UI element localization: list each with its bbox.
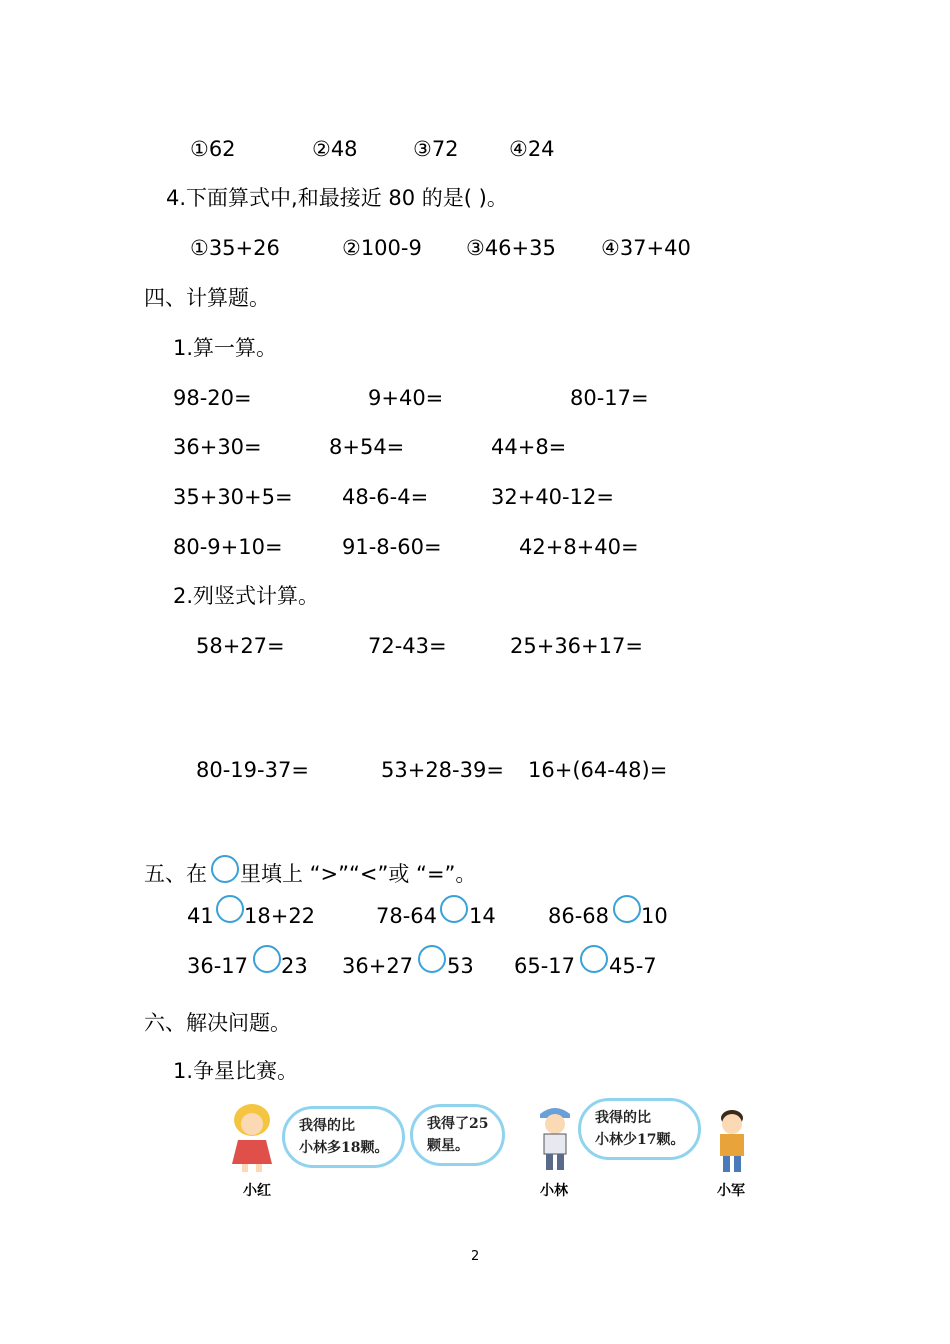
expression: 9+40= — [368, 386, 444, 410]
compare-left: 41 — [187, 904, 214, 928]
expression: 48-6-4= — [342, 485, 429, 509]
compare-left: 36+27 — [342, 954, 414, 978]
compare-right: 14 — [469, 904, 496, 928]
speech-bubble: 我得的比 小林多18颗。 — [282, 1106, 405, 1168]
expression: 35+30+5= — [173, 485, 293, 509]
expression: 36+30= — [173, 435, 262, 459]
compare-circle[interactable] — [613, 895, 641, 923]
boy-figure — [708, 1104, 756, 1176]
expression: 80-9+10= — [173, 535, 283, 559]
compare-right: 10 — [641, 904, 668, 928]
expression: 42+8+40= — [519, 535, 639, 559]
subsection-title: 2.列竖式计算。 — [173, 584, 320, 608]
expression: 44+8= — [491, 435, 567, 459]
compare-right: 53 — [447, 954, 474, 978]
compare-circle[interactable] — [418, 945, 446, 973]
expression: 8+54= — [329, 435, 405, 459]
compare-circle[interactable] — [253, 945, 281, 973]
expression: 98-20= — [173, 386, 252, 410]
expression: 80-19-37= — [196, 758, 309, 782]
expression: 80-17= — [570, 386, 649, 410]
character-name: 小红 — [243, 1183, 271, 1199]
section-6-title: 六、解决问题。 — [144, 1011, 291, 1035]
expression: 72-43= — [368, 634, 447, 658]
compare-right: 23 — [281, 954, 308, 978]
girl-figure — [224, 1102, 280, 1174]
option: ②100-9 — [342, 236, 422, 260]
compare-left: 78-64 — [376, 904, 438, 928]
section-5-title-end: 里填上 “>”“<”或 “=”。 — [240, 862, 477, 886]
option: ②48 — [312, 137, 358, 161]
compare-right: 45-7 — [609, 954, 657, 978]
compare-circle[interactable] — [216, 895, 244, 923]
option: ③72 — [413, 137, 459, 161]
section-4-title: 四、计算题。 — [144, 286, 270, 310]
boy-figure — [530, 1102, 580, 1174]
speech-bubble: 我得了25 颗星。 — [410, 1104, 505, 1166]
expression: 32+40-12= — [491, 485, 614, 509]
compare-right: 18+22 — [244, 904, 316, 928]
compare-left: 65-17 — [514, 954, 576, 978]
character-name: 小军 — [717, 1183, 745, 1199]
expression: 53+28-39= — [381, 758, 504, 782]
character-name: 小林 — [540, 1183, 568, 1199]
section-5-title-start: 五、在 — [144, 862, 207, 886]
speech-bubble: 我得的比 小林少17颗。 — [578, 1098, 701, 1160]
option: ①62 — [190, 137, 236, 161]
compare-left: 86-68 — [548, 904, 610, 928]
compare-circle[interactable] — [580, 945, 608, 973]
expression: 16+(64-48)= — [528, 758, 668, 782]
expression: 58+27= — [196, 634, 285, 658]
subsection-title: 1.争星比赛。 — [173, 1059, 299, 1083]
option: ④37+40 — [601, 236, 691, 260]
blank-circle-icon — [211, 855, 239, 883]
expression: 25+36+17= — [510, 634, 643, 658]
option: ③46+35 — [466, 236, 556, 260]
compare-left: 36-17 — [187, 954, 249, 978]
expression: 91-8-60= — [342, 535, 442, 559]
option: ①35+26 — [190, 236, 280, 260]
question-4: 4.下面算式中,和最接近 80 的是( )。 — [166, 186, 508, 210]
compare-circle[interactable] — [440, 895, 468, 923]
subsection-title: 1.算一算。 — [173, 336, 278, 360]
page-number: 2 — [471, 1249, 480, 1264]
option: ④24 — [509, 137, 555, 161]
